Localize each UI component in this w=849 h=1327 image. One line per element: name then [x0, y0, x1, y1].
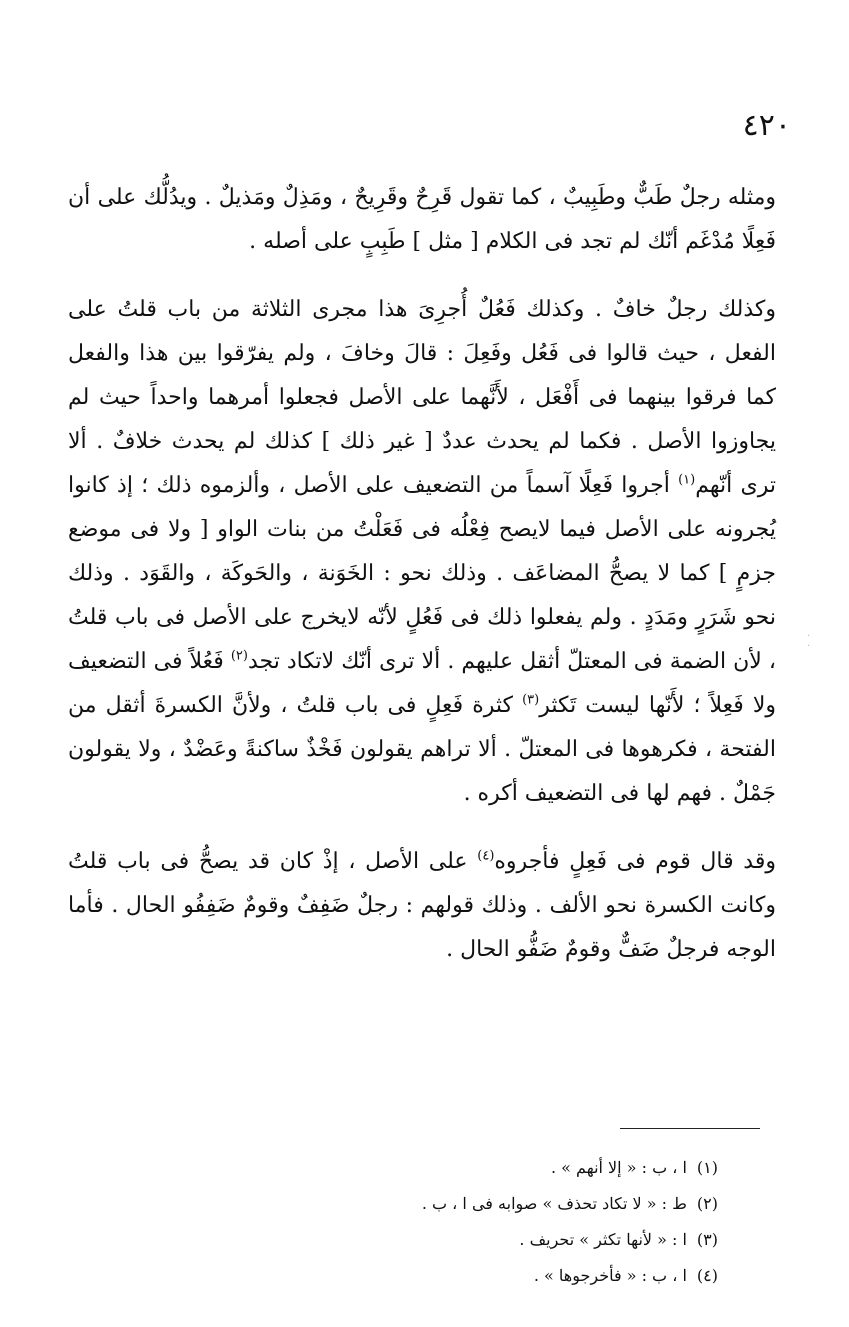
footnote-text: ط : « لا تكاد تحذف » صوابه فى ا ، ب .: [421, 1194, 687, 1213]
paragraph-3: [68, 840, 776, 972]
footnote-2: [68, 1186, 718, 1222]
footnotes-list: [68, 1150, 718, 1294]
footnote-1: [68, 1150, 718, 1186]
paragraph-2: [68, 288, 776, 816]
paragraph-2-part-1: وكذلك رجلٌ خافٌ . وكذلك فَعُلٌ أُجرِىَ هذا مجرى الثلاثة من باب قلتُ على الفعل ، حيث قالوا فى فَعُل وفَعِلَ : قالَ وخافَ ، ولم يفرّقوا بين هذا والفعل كما فرقوا بينهما فى أَفْعَل ، لأَنَّهما على الأصل فجعلوا أمرهما واحداً حيث لم يجاوزوا الأصل . فكما لم يحدث عددٌ [ غير ذلك ] كذلك لم يحدث خلافٌ . ألا ترى أنّهم: [68, 297, 776, 498]
footnote-number: (٤): [696, 1266, 718, 1285]
footnote-marker-3: (٣): [522, 692, 540, 708]
footnote-text: ا : « لأنها تكثر » تحريف .: [519, 1230, 687, 1249]
paragraph-1: ومثله رجلٌ طَبٌّ وطَبِيبٌ ، كما تقول قَرِحٌ وقَرِيحٌ ، ومَذِلٌ ومَذيلٌ . ويدُلُّك على أن فَعِلًا مُدْغَم أنّك لم تجد فى الكلام [ مثل ] طَبِبٍ على أصله .: [68, 185, 776, 254]
page-number: ٤٢٠: [742, 108, 791, 143]
footnote-4: [68, 1258, 718, 1294]
footnote-marker-4: (٤): [477, 848, 495, 864]
footnote-number: (٢): [696, 1194, 718, 1213]
paragraph-2-part-4: كثرة فَعِلٍ فى باب قلتُ ، ولأنَّ الكسرةَ أثقل من الفتحة ، فكرهوها فى المعتلّ . ألا تراهم يقولون فَخْذٌ ساكنةً وعَضْدٌ ، ولا يقولون جَمْلٌ . فهم لها فى التضعيف أكره .: [68, 693, 776, 806]
footnote-number: (٣): [696, 1230, 718, 1249]
margin-speck: · ·: [807, 631, 811, 652]
paragraph-3-part-2: على الأصل ، إذْ كان قد يصحُّ فى باب قلتُ وكانت الكسرة نحو الألف . وذلك قولهم : رجلٌ ضَفِفٌ وقومٌ ضَفِفُو الحال . فأما الوجه فرجلٌ ضَفٌّ وقومٌ ضَفُّو الحال .: [68, 849, 776, 962]
footnote-marker-1: (١): [678, 472, 696, 488]
paragraph-2-part-2: أجروا فَعِلًا آسماً من التضعيف على الأصل ، وألزموه ذلك ؛ إذ كانوا يُجرونه على الأصل فيما لايصح فِعْلُه فى فَعَلْتُ من بنات الواو [ ولا فى موضع جزمٍ ] كما لا يصحُّ المضاعَف . وذلك نحو : الخَوَنة ، والحَوكَة ، والقَوَد . وذلك نحو شَرَرٍ ومَدَدٍ . ولم يفعلوا ذلك فى فَعُلٍ لأنّه لايخرج على الأصل فى باب قلتُ ، لأن الضمة فى المعتلّ أثقل عليهم . ألا ترى أنّك لاتكاد تجد: [68, 473, 777, 674]
paragraph-2-part-3: فَعُلاً فى التضعيف ولا فَعِلاً ؛ لأَنّها ليست تَكثر: [68, 649, 776, 718]
footnote-3: [68, 1222, 718, 1258]
footnote-divider: [620, 1128, 760, 1129]
paragraph-3-part-1: وقد قال قوم فى فَعِلٍ فأجروه: [494, 849, 776, 874]
footnote-marker-2: (٢): [230, 648, 248, 664]
footnote-text: ا ، ب : « إلا أنهم » .: [551, 1158, 687, 1177]
footnote-text: ا ، ب : « فأخرجوها » .: [533, 1266, 687, 1285]
footnote-number: (١): [696, 1158, 718, 1177]
main-text: [68, 176, 776, 972]
